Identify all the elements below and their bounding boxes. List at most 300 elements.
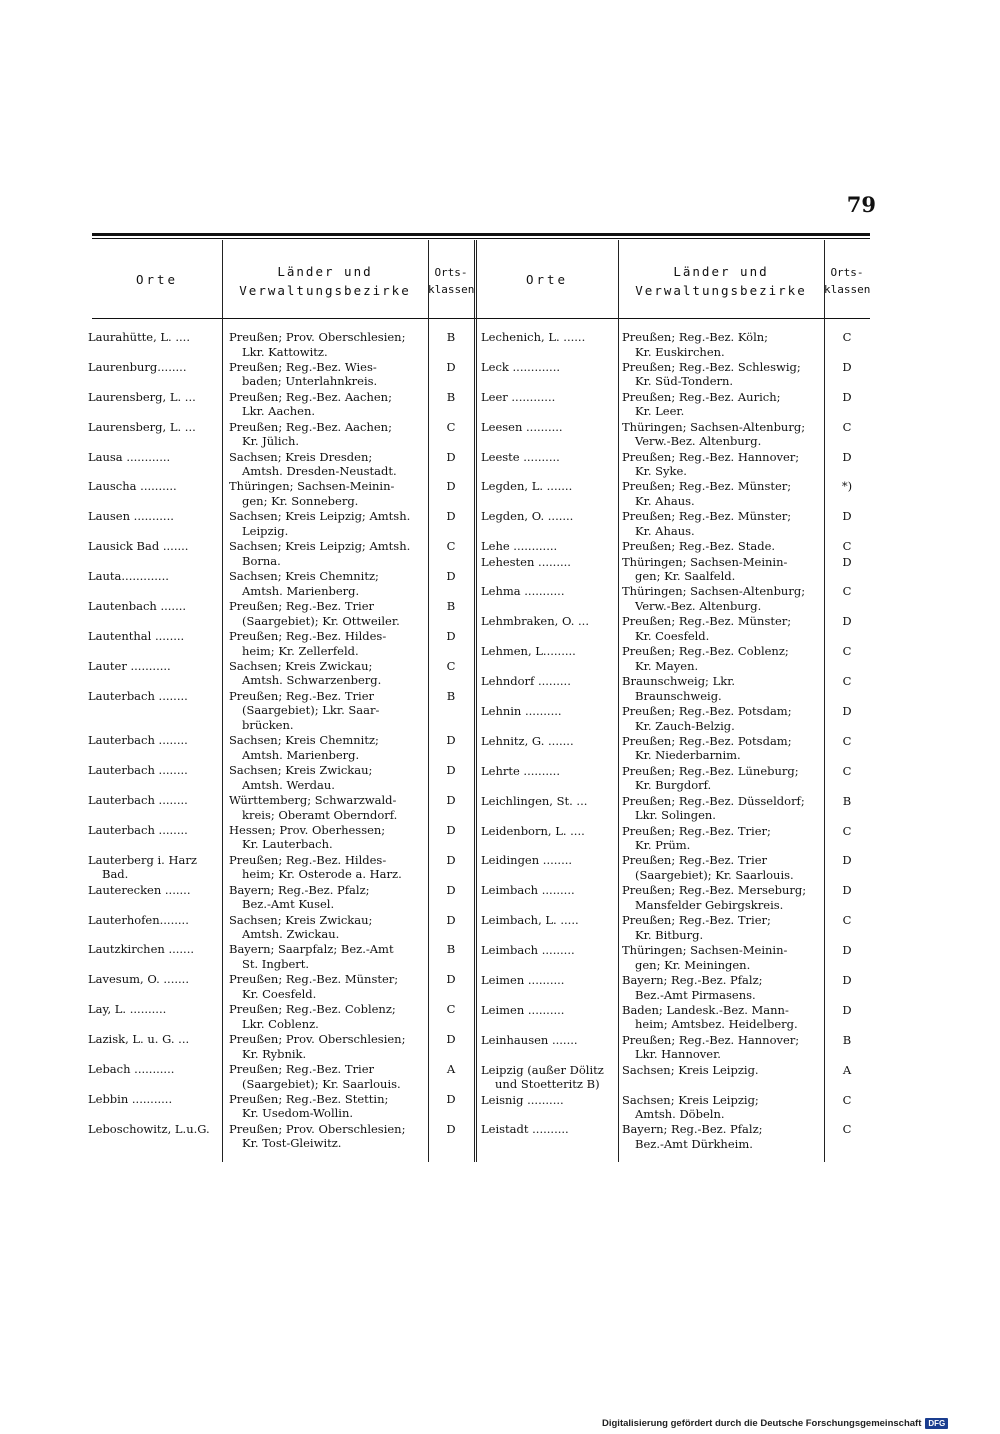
district: [622, 1003, 798, 1032]
place-name-line: Leesen ..........: [481, 419, 563, 434]
ortsklasse: D: [842, 943, 852, 958]
district-line: Kr. Süd-Tondern.: [635, 374, 734, 389]
district: [229, 823, 385, 852]
top-rule-thick: [92, 233, 870, 236]
place-name-line: Lehmbraken, O. ...: [481, 614, 589, 629]
ortsklasse: D: [842, 973, 852, 987]
table-row: [88, 1032, 474, 1062]
table-row: [481, 330, 870, 360]
district-line: Leipzig.: [242, 523, 289, 538]
district-line: Preußen; Reg.-Bez. Stade.: [622, 539, 776, 554]
place-name: [481, 674, 571, 689]
district: [229, 1032, 405, 1061]
ortsklasse: D: [446, 569, 456, 584]
place-name: [481, 1033, 578, 1048]
place-name-line: Leidingen ........: [481, 853, 573, 868]
place-name: [481, 1122, 569, 1137]
district-line: Preußen; Reg.-Bez. Münster;: [229, 972, 399, 987]
district-line: kreis; Oberamt Oberndorf.: [242, 807, 398, 822]
district-line: Preußen; Reg.-Bez. Wies-: [229, 359, 377, 374]
place-name: [88, 659, 171, 674]
table-row: [481, 1003, 870, 1033]
place-name-line: Lavesum, O. .......: [88, 972, 189, 987]
ortsklasse: B: [446, 389, 456, 404]
district-line: Preußen; Reg.-Bez. Trier: [622, 853, 768, 868]
place-name-line: Lehe ............: [481, 539, 558, 554]
ortsklasse: D: [446, 359, 456, 374]
place-name-line: Lechenich, L. ......: [481, 330, 586, 344]
district-line: Preußen; Reg.-Bez. Hannover;: [622, 449, 800, 464]
district-line: Preußen; Reg.-Bez. Düsseldorf;: [622, 793, 805, 808]
ortsklasse: D: [446, 509, 456, 524]
ortsklasse: D: [446, 1121, 456, 1136]
place-name: [481, 913, 579, 928]
district-line: Preußen; Prov. Oberschlesien;: [229, 1032, 406, 1047]
ortsklasse: B: [446, 688, 456, 703]
table-row: [481, 1033, 870, 1063]
place-name: [481, 479, 572, 494]
ortsklasse: C: [842, 584, 852, 599]
district: [622, 390, 780, 419]
table-row: [88, 539, 474, 569]
table-row: [88, 763, 474, 793]
place-name: [481, 509, 573, 524]
place-name-line: Legden, O. .......: [481, 509, 574, 524]
district-line: gen; Kr. Sonneberg.: [242, 494, 359, 509]
district-line: Preußen; Reg.-Bez. Hannover;: [622, 1032, 800, 1047]
district: [622, 555, 787, 584]
table-row: [481, 1093, 870, 1123]
place-name-line: Leeste ..........: [481, 449, 560, 464]
place-name-line: Leimen ..........: [481, 973, 565, 987]
district: [229, 793, 397, 822]
district: [622, 644, 789, 673]
district-line: Kr. Ahaus.: [635, 523, 695, 538]
place-name-line: Lauscha ..........: [88, 479, 177, 494]
ortsklasse: C: [446, 1002, 456, 1017]
district-line: Bez.-Amt Kusel.: [242, 897, 335, 912]
district: [229, 659, 381, 688]
table-row: [481, 555, 870, 585]
district: [622, 674, 735, 703]
district: [229, 479, 394, 508]
place-name-line: Laurensberg, L. ...: [88, 389, 196, 404]
district-line: Kr. Usedom-Wollin.: [242, 1106, 354, 1121]
place-name: [88, 420, 196, 435]
column-divider-center: [476, 240, 477, 1162]
district: [622, 704, 792, 733]
district: [229, 629, 386, 658]
district-line: Kr. Coesfeld.: [635, 628, 710, 643]
place-name: [481, 704, 562, 719]
ortsklasse: D: [842, 703, 852, 718]
district-line: Kr. Jülich.: [242, 434, 300, 449]
district-line: Lkr. Coblenz.: [242, 1016, 319, 1031]
ortsklasse: C: [842, 674, 852, 689]
page-number: 79: [846, 192, 876, 217]
district: [622, 1093, 759, 1122]
district-line: Bayern; Reg.-Bez. Pfalz;: [229, 882, 370, 897]
place-name: [88, 629, 184, 644]
district: [622, 420, 805, 449]
district-line: Preußen; Reg.-Bez. Trier: [229, 1061, 375, 1076]
district-line: baden; Unterlahnkreis.: [242, 374, 378, 389]
table-row: [481, 824, 870, 854]
place-name-line: Leichlingen, St. ...: [481, 793, 588, 808]
table-row: [481, 734, 870, 764]
table-row: [88, 599, 474, 629]
district: [622, 913, 771, 942]
district-line: Amtsh. Zwickau.: [242, 927, 340, 942]
district-line: Preußen; Prov. Oberschlesien;: [229, 1121, 406, 1136]
place-name: [88, 450, 170, 465]
district: [622, 1063, 759, 1078]
place-name-line: Leimbach .........: [481, 883, 575, 898]
district-line: Thüringen; Sachsen-Meinin-: [622, 943, 788, 958]
district-line: Sachsen; Kreis Chemnitz;: [229, 569, 379, 584]
table-row: [481, 420, 870, 450]
table-row: [481, 539, 870, 554]
district-line: Sachsen; Kreis Zwickau;: [229, 658, 373, 673]
ortsklasse: B: [446, 942, 456, 957]
district: [229, 733, 379, 762]
table-row: [88, 360, 474, 390]
place-name-line: Lauterecken .......: [88, 882, 191, 897]
table-row: [88, 390, 474, 420]
district-line: brücken.: [242, 717, 294, 732]
ortsklasse: B: [446, 330, 456, 344]
table-row: [88, 659, 474, 689]
ortsklasse: D: [842, 449, 852, 464]
ortsklasse: D: [842, 359, 852, 374]
table-row: [88, 972, 474, 1002]
district-line: Preußen; Reg.-Bez. Merseburg;: [622, 883, 807, 898]
district: [229, 1092, 388, 1121]
ortsklasse: C: [842, 823, 852, 838]
place-name-line: Laurensberg, L. ...: [88, 419, 196, 434]
district-line: Kr. Burgdorf.: [635, 778, 712, 793]
district-line: Amtsh. Marienberg.: [242, 747, 360, 762]
district: [622, 360, 801, 389]
ortsklasse: D: [446, 628, 456, 643]
district-line: Württemberg; Schwarzwald-: [229, 792, 397, 807]
ortsklasse: C: [842, 1092, 852, 1107]
district-line: Preußen; Prov. Oberschlesien;: [229, 330, 406, 344]
place-name: [481, 1003, 564, 1018]
district-line: Bez.-Amt Pirmasens.: [635, 987, 756, 1002]
district-line: Preußen; Reg.-Bez. Hildes-: [229, 852, 387, 867]
district-line: Bayern; Reg.-Bez. Pfalz;: [622, 1122, 763, 1137]
ortsklasse: C: [842, 330, 852, 344]
place-name: [88, 942, 194, 957]
ortsklasse: D: [842, 1002, 852, 1017]
ortsklasse: D: [446, 882, 456, 897]
place-name: [88, 763, 188, 778]
header-orte-left: Orte: [135, 272, 179, 287]
table-row: [481, 704, 870, 734]
place-name-line: Legden, L. .......: [481, 479, 573, 494]
place-name: [481, 644, 576, 659]
place-name: [481, 943, 575, 958]
place-name-line: Lautzkirchen .......: [88, 942, 195, 957]
ortsklasse: B: [842, 793, 852, 808]
district-line: Sachsen; Kreis Leipzig; Amtsh.: [229, 509, 411, 524]
ortsklasse: C: [842, 733, 852, 748]
ortsklasse: C: [842, 913, 852, 928]
place-name-line: Leidenborn, L. ....: [481, 823, 585, 838]
district-line: Preußen; Reg.-Bez. Potsdam;: [622, 733, 792, 748]
header-laender-left: Länder und Verwaltungsbezirke: [239, 264, 411, 298]
district-line: Kr. Leer.: [635, 404, 685, 419]
place-name-line: Lautenthal ........: [88, 628, 185, 643]
header-orte-right: Orte: [525, 272, 569, 287]
place-name: [481, 883, 575, 898]
ortsklasse: D: [446, 733, 456, 748]
place-name: [481, 1063, 604, 1092]
table-row: [481, 1122, 870, 1152]
district: [622, 794, 805, 823]
table-row: [481, 764, 870, 794]
table-row: [88, 629, 474, 659]
table-row: [88, 733, 474, 763]
district-line: Preußen; Reg.-Bez. Hildes-: [229, 628, 387, 643]
district: [229, 599, 400, 628]
table-row: [481, 883, 870, 913]
ortsklasse: A: [842, 1062, 852, 1077]
footer-note: Digitalisierung gefördert durch die Deutsche Forschungsgemeinschaft DFG: [602, 1418, 948, 1429]
table-row: [88, 823, 474, 853]
ortsklasse: C: [842, 644, 852, 659]
district-line: Preußen; Reg.-Bez. Coblenz;: [622, 644, 789, 659]
district-line: Preußen; Reg.-Bez. Stettin;: [229, 1091, 389, 1106]
district-line: Preußen; Reg.-Bez. Lüneburg;: [622, 763, 799, 778]
place-name: [88, 539, 188, 554]
place-name: [481, 390, 555, 405]
district-line: gen; Kr. Saalfeld.: [635, 569, 736, 584]
district-line: Bayern; Saarpfalz; Bez.-Amt: [229, 942, 394, 957]
place-name: [481, 555, 571, 570]
table-row: [481, 479, 870, 509]
district: [229, 763, 372, 792]
place-name: [88, 360, 186, 375]
place-name: [481, 330, 585, 345]
district-line: Lkr. Hannover.: [635, 1047, 721, 1062]
ortsklasse: B: [842, 1032, 852, 1047]
table-row: [481, 584, 870, 614]
table-row: [88, 330, 474, 360]
district-line: Preußen; Reg.-Bez. Trier;: [622, 823, 771, 838]
district-line: Braunschweig.: [635, 688, 722, 703]
district-line: Preußen; Reg.-Bez. Trier: [229, 688, 375, 703]
place-name: [88, 599, 186, 614]
place-name: [88, 1032, 189, 1047]
district: [622, 1033, 799, 1062]
district-line: Braunschweig; Lkr.: [622, 674, 736, 689]
place-name: [481, 794, 587, 809]
district-line: Amtsh. Marienberg.: [242, 583, 360, 598]
place-name: [481, 734, 574, 749]
district-line: Preußen; Reg.-Bez. Aachen;: [229, 389, 392, 404]
district-line: Kr. Zauch-Belzig.: [635, 718, 735, 733]
ortsklasse: B: [446, 599, 456, 614]
district-line: Kr. Tost-Gleiwitz.: [242, 1136, 342, 1151]
place-name-line: Bad.: [102, 867, 129, 882]
place-name: [88, 1122, 210, 1137]
district-line: St. Ingbert.: [242, 957, 310, 972]
district-line: Baden; Landesk.-Bez. Mann-: [622, 1002, 789, 1017]
district-line: Preußen; Reg.-Bez. Trier: [229, 599, 375, 614]
district-line: Amtsh. Werdau.: [242, 777, 335, 792]
header-rule: [92, 318, 870, 319]
district: [622, 1122, 763, 1151]
district: [229, 450, 397, 479]
district-line: Preußen; Reg.-Bez. Schleswig;: [622, 359, 801, 374]
place-name: [88, 913, 189, 928]
place-name-line: Lauterbach ........: [88, 792, 188, 807]
district-line: Sachsen; Kreis Zwickau;: [229, 763, 373, 778]
district: [229, 390, 392, 419]
table-row: [88, 883, 474, 913]
district: [622, 853, 794, 882]
place-name-line: Lehnin ..........: [481, 703, 562, 718]
place-name-line: Leistadt ..........: [481, 1122, 569, 1137]
district-line: heim; Amtsbez. Heidelberg.: [635, 1017, 798, 1032]
district-line: Kr. Ahaus.: [635, 494, 695, 509]
place-name: [481, 539, 557, 554]
table-row: [88, 942, 474, 972]
table-row: [481, 450, 870, 480]
district-line: Lkr. Kattowitz.: [242, 344, 328, 359]
ortsklasse: D: [446, 449, 456, 464]
district: [622, 330, 768, 359]
place-name: [481, 824, 585, 839]
district: [229, 853, 402, 882]
ortsklasse: D: [446, 792, 456, 807]
district-line: Preußen; Reg.-Bez. Münster;: [622, 509, 792, 524]
district-line: Verw.-Bez. Altenburg.: [635, 434, 762, 449]
table-row: [481, 674, 870, 704]
district-line: Thüringen; Sachsen-Meinin-: [229, 479, 395, 494]
place-name-line: Lauterberg i. Harz: [88, 852, 197, 867]
table-row: [481, 973, 870, 1003]
district-line: Sachsen; Kreis Leipzig;: [622, 1092, 759, 1107]
district-line: Preußen; Reg.-Bez. Aachen;: [229, 419, 392, 434]
district-line: Kr. Niederbarnim.: [635, 748, 741, 763]
place-name: [481, 450, 560, 465]
district-line: Preußen; Reg.-Bez. Potsdam;: [622, 703, 792, 718]
district-line: Thüringen; Sachsen-Altenburg;: [622, 419, 806, 434]
table-row: [88, 420, 474, 450]
district-line: heim; Kr. Zellerfeld.: [242, 643, 359, 658]
table-row: [88, 509, 474, 539]
ortsklasse: D: [446, 1032, 456, 1047]
header-klassen-right: Orts- klassen: [824, 266, 871, 296]
header-klassen-left: Orts- klassen: [428, 266, 475, 296]
place-name-line: Lauterbach ........: [88, 733, 188, 748]
ortsklasse: D: [842, 883, 852, 898]
district-line: Mansfelder Gebirgskreis.: [635, 897, 784, 912]
district-line: Sachsen; Kreis Zwickau;: [229, 912, 373, 927]
place-name: [88, 972, 189, 987]
place-name-line: Lebbin ...........: [88, 1091, 173, 1106]
table-row: [88, 1002, 474, 1032]
ortsklasse: *): [841, 479, 853, 494]
place-name: [481, 853, 572, 868]
place-name-line: Leipzig (außer Dölitz: [481, 1062, 604, 1077]
place-name-line: Leinhausen .......: [481, 1032, 578, 1047]
ortsklasse: D: [446, 822, 456, 837]
place-name-line: Leimbach, L. .....: [481, 913, 579, 928]
place-name: [88, 1092, 172, 1107]
table-row: [481, 360, 870, 390]
district-line: Amtsh. Dresden-Neustadt.: [242, 464, 397, 479]
table-row: [481, 1063, 870, 1093]
ortsklasse: A: [446, 1061, 456, 1076]
district-line: (Saargebiet); Kr. Ottweiler.: [242, 613, 400, 628]
district: [229, 539, 410, 568]
ortsklasse: C: [842, 1122, 852, 1137]
district-line: Thüringen; Sachsen-Altenburg;: [622, 584, 806, 599]
place-name: [88, 823, 188, 838]
place-name-line: Lausick Bad .......: [88, 539, 189, 554]
ortsklasse: D: [842, 853, 852, 868]
district-line: Kr. Bitburg.: [635, 927, 704, 942]
district: [229, 330, 405, 359]
place-name-line: Lauta.............: [88, 569, 169, 584]
district-line: Preußen; Reg.-Bez. Aurich;: [622, 389, 781, 404]
district: [229, 1002, 396, 1031]
place-name-line: Laurenburg........: [88, 359, 187, 374]
header-laender-right: Länder und Verwaltungsbezirke: [635, 264, 807, 298]
table-row: [481, 644, 870, 674]
place-name-line: Lautenbach .......: [88, 599, 187, 614]
place-name-line: Lausa ............: [88, 449, 171, 464]
place-name: [88, 330, 190, 345]
district-line: Preußen; Reg.-Bez. Trier;: [622, 913, 771, 928]
table-row: [481, 509, 870, 539]
district: [229, 569, 379, 598]
place-name-line: Lehnitz, G. .......: [481, 733, 574, 748]
place-name-line: Lehrte ..........: [481, 763, 560, 778]
place-name-line: Lehma ...........: [481, 584, 565, 599]
place-name-line: Lehesten .........: [481, 554, 571, 569]
table-row: [88, 1122, 474, 1152]
district: [622, 450, 799, 479]
table-row: [88, 793, 474, 823]
district: [622, 584, 805, 613]
district-line: Lkr. Solingen.: [635, 808, 716, 823]
district-line: Kr. Prüm.: [635, 838, 691, 853]
dfg-logo: DFG: [925, 1418, 948, 1429]
district: [229, 1062, 401, 1091]
ortsklasse: C: [842, 419, 852, 434]
place-name-line: Leck .............: [481, 359, 561, 374]
table-row: [88, 479, 474, 509]
district-line: Kr. Mayen.: [635, 658, 699, 673]
ortsklasse: D: [446, 972, 456, 987]
place-name-line: Lausen ...........: [88, 509, 174, 524]
place-name: [88, 793, 188, 808]
place-name-line: Leimbach .........: [481, 943, 575, 958]
place-name-line: Lebach ...........: [88, 1061, 175, 1076]
district-line: Sachsen; Kreis Dresden;: [229, 449, 373, 464]
place-name-line: Lauterbach ........: [88, 688, 188, 703]
ortsklasse: D: [842, 554, 852, 569]
district-line: Preußen; Reg.-Bez. Coblenz;: [229, 1002, 396, 1017]
ortsklasse: D: [842, 509, 852, 524]
district: [229, 420, 392, 449]
top-rule-thin: [92, 238, 870, 239]
